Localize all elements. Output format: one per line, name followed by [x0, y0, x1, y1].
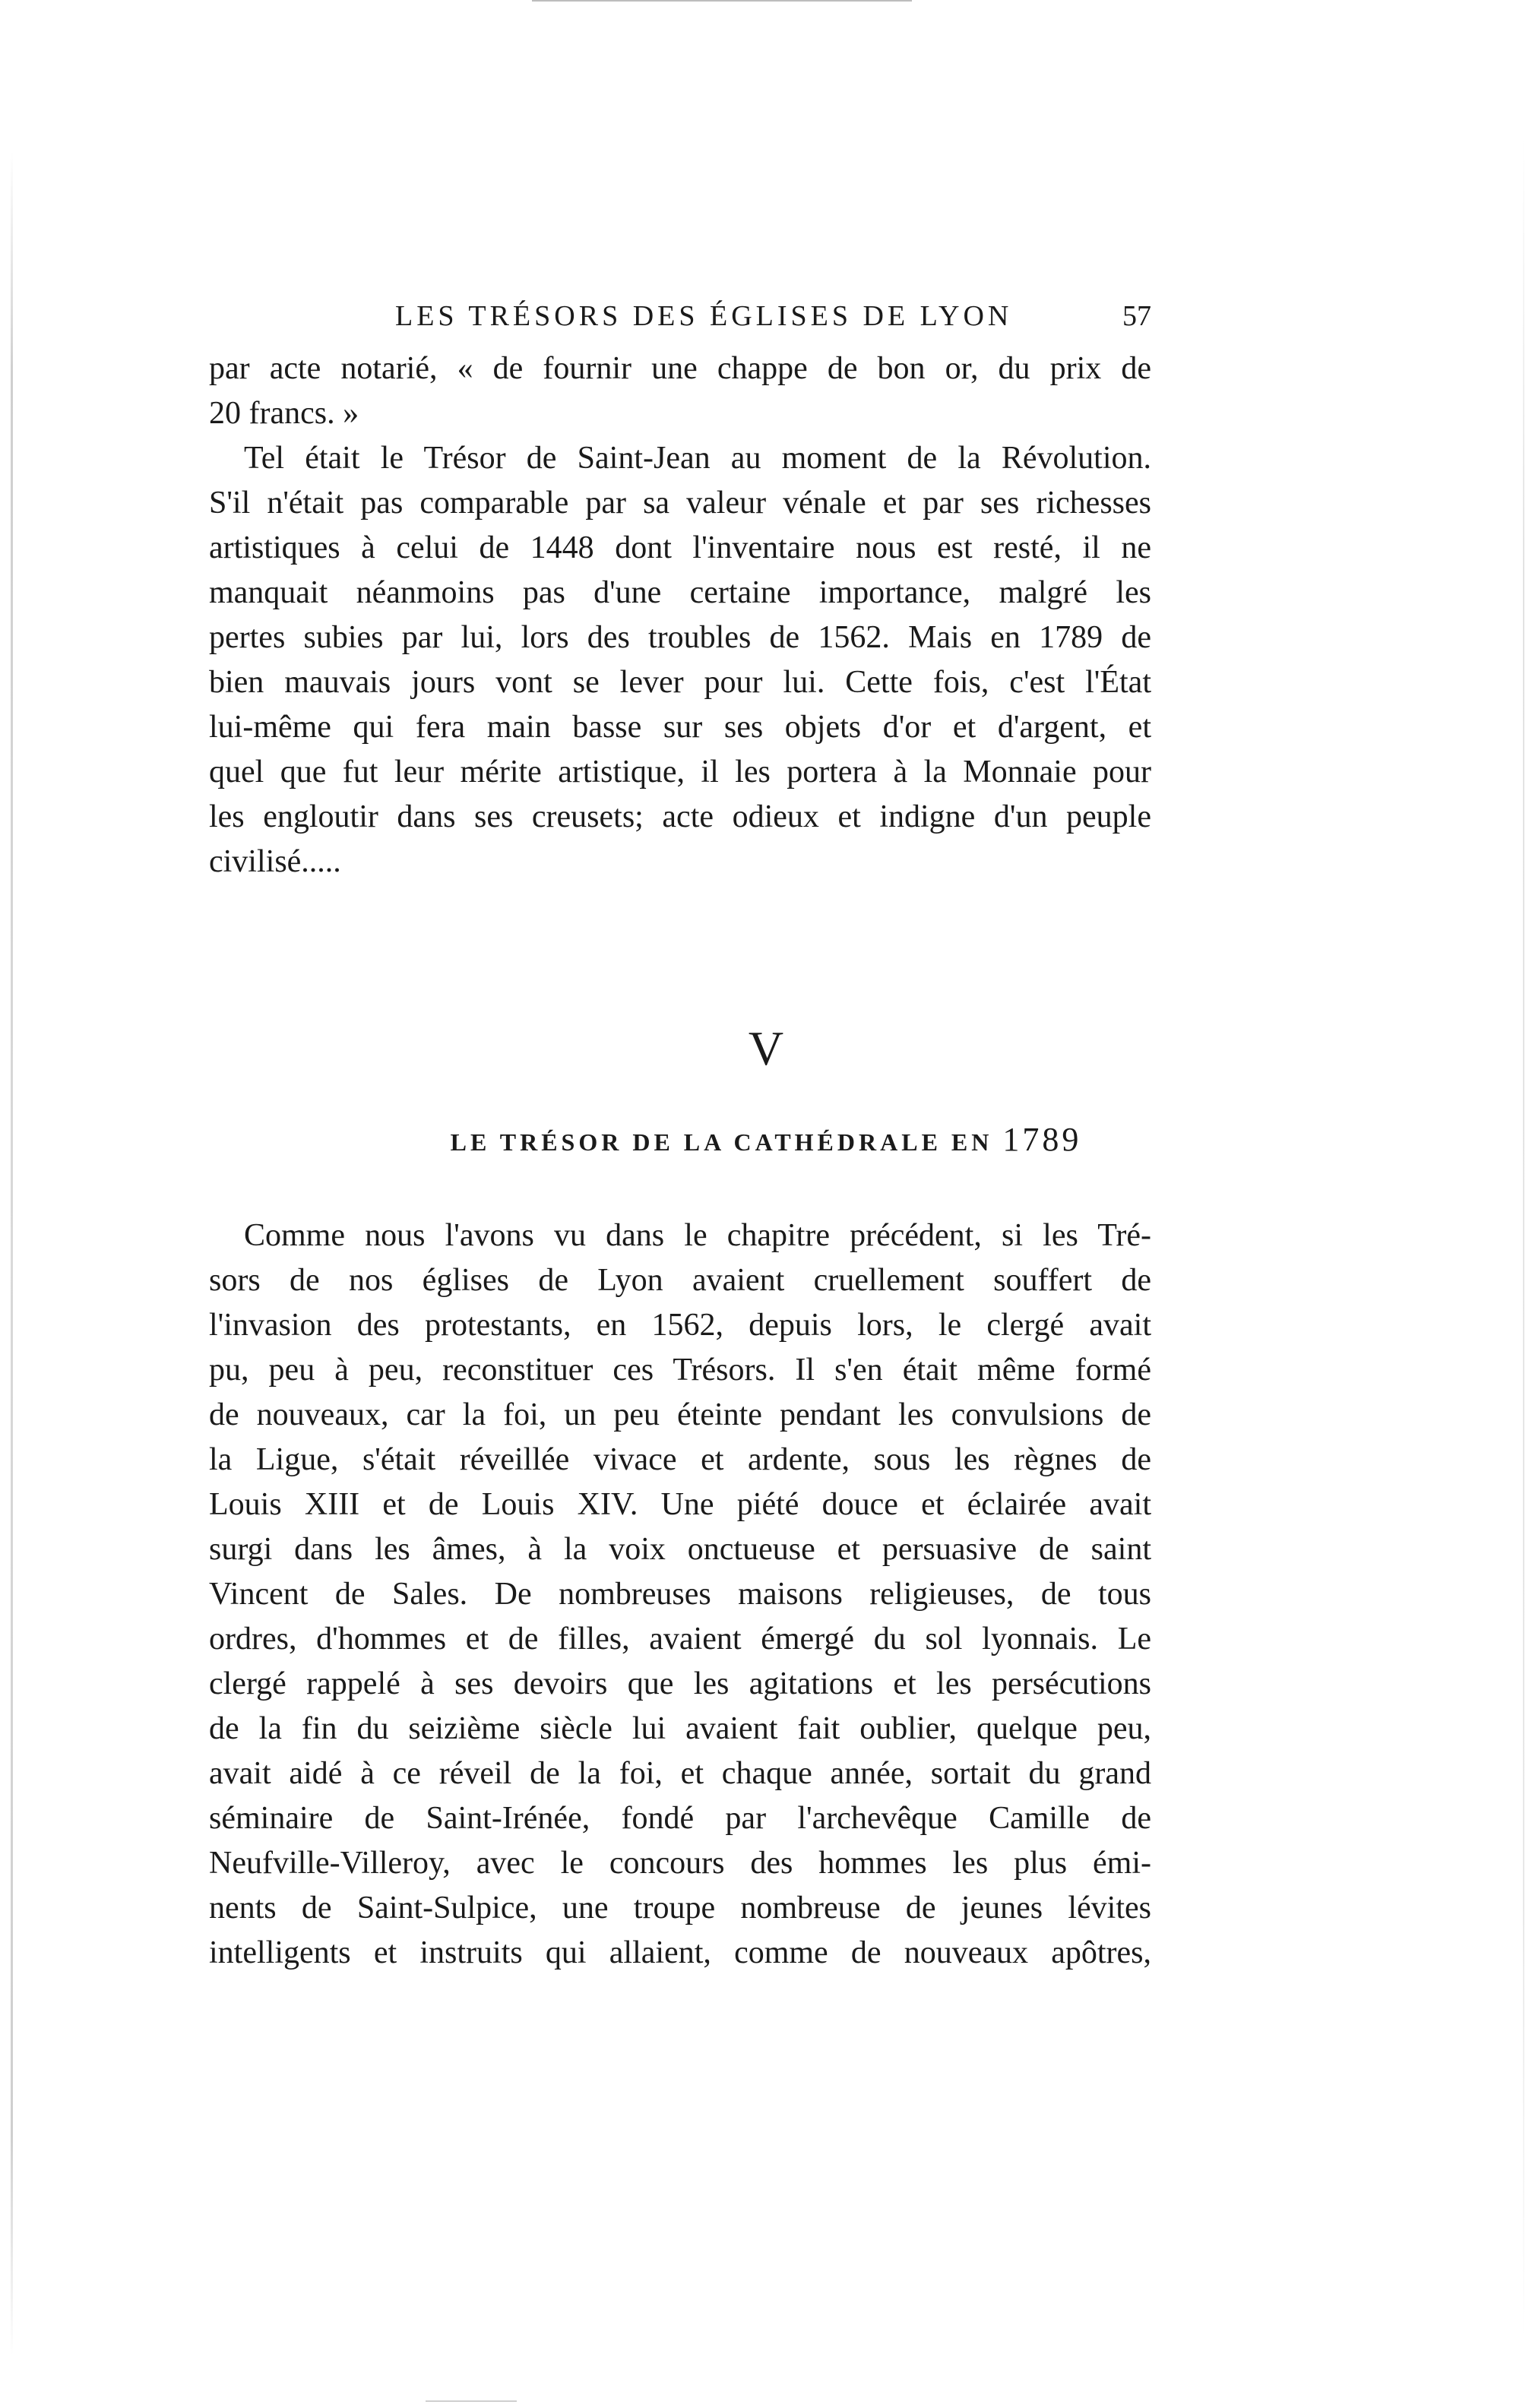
text-line: séminaire de Saint-Irénée, fondé par l'archevêque Camille de	[209, 1801, 1151, 1836]
chapter-year: 1789	[1002, 1121, 1082, 1158]
text-line: la Ligue, s'était réveillée vivace et ardente, sous les règnes de	[209, 1442, 1151, 1477]
text-line: civilisé.....	[209, 844, 341, 879]
page-number: 57	[1122, 300, 1151, 332]
scan-edge-left	[11, 152, 13, 2356]
text-line: pertes subies par lui, lors des troubles de 1562. Mais en 1789 de	[209, 620, 1151, 655]
text-line: ordres, d'hommes et de filles, avaient émergé du sol lyonnais. Le	[209, 1622, 1151, 1656]
text-line: avait aidé à ce réveil de la foi, et chaque année, sortait du grand	[209, 1756, 1151, 1791]
text-line: de la fin du seizième siècle lui avaient fait oublier, quelque peu,	[209, 1711, 1151, 1746]
text-line: manquait néanmoins pas d'une certaine importance, malgré les	[209, 575, 1151, 610]
text-line: Comme nous l'avons vu dans le chapitre précédent, si les Tré-	[244, 1218, 1151, 1253]
text-line: par acte notarié, « de fournir une chappe de bon or, du prix de	[209, 351, 1151, 386]
text-line: Neufville-Villeroy, avec le concours des hommes les plus émi-	[209, 1846, 1151, 1881]
running-title: LES TRÉSORS DES ÉGLISES DE LYON	[395, 300, 1013, 332]
text-line: intelligents et instruits qui allaient, comme de nouveaux apôtres,	[209, 1935, 1151, 1970]
text-block-before-chapter	[209, 346, 1151, 884]
text-line: S'il n'était pas comparable par sa valeur vénale et par ses richesses	[209, 486, 1151, 521]
text-line: artistiques à celui de 1448 dont l'inventaire nous est resté, il ne	[209, 530, 1151, 565]
running-head	[209, 299, 1151, 336]
text-line: surgi dans les âmes, à la voix onctueuse et persuasive de saint	[209, 1532, 1151, 1567]
text-line: Tel était le Trésor de Saint-Jean au moment de la Révolution.	[244, 441, 1151, 476]
text-line: Vincent de Sales. De nombreuses maisons religieuses, de tous	[209, 1577, 1151, 1612]
text-line: les engloutir dans ses creusets; acte odieux et indigne d'un peuple	[209, 799, 1151, 834]
scan-edge-right	[1523, 137, 1524, 2340]
chapter-number: V	[748, 1021, 784, 1075]
text-line: lui-même qui fera main basse sur ses objets d'or et d'argent, et	[209, 710, 1151, 745]
text-line: nents de Saint-Sulpice, une troupe nombreuse de jeunes lévites	[209, 1891, 1151, 1925]
text-line: pu, peu à peu, reconstituer ces Trésors. Il s'en était même formé	[209, 1353, 1151, 1388]
text-line: Louis XIII et de Louis XIV. Une piété douce et éclairée avait	[209, 1487, 1151, 1522]
text-line: quel que fut leur mérite artistique, il les portera à la Monnaie pour	[209, 755, 1151, 789]
text-line: l'invasion des protestants, en 1562, depuis lors, le clergé avait	[209, 1308, 1151, 1343]
text-line: clergé rappelé à ses devoirs que les agitations et les persécutions	[209, 1666, 1151, 1701]
scan-mark-bottom	[426, 2400, 517, 2402]
chapter-title-text: LE TRÉSOR DE LA CATHÉDRALE EN	[450, 1128, 993, 1156]
text-line: sors de nos églises de Lyon avaient cruellement souffert de	[209, 1263, 1151, 1298]
text-line: 20 francs. »	[209, 396, 359, 431]
text-block-chapter-body	[209, 1213, 1151, 1976]
text-line: bien mauvais jours vont se lever pour lui. Cette fois, c'est l'État	[209, 665, 1151, 700]
chapter-title	[0, 1121, 1532, 1161]
scan-mark-top	[532, 0, 912, 2]
text-line: de nouveaux, car la foi, un peu éteinte pendant les convulsions de	[209, 1397, 1151, 1432]
